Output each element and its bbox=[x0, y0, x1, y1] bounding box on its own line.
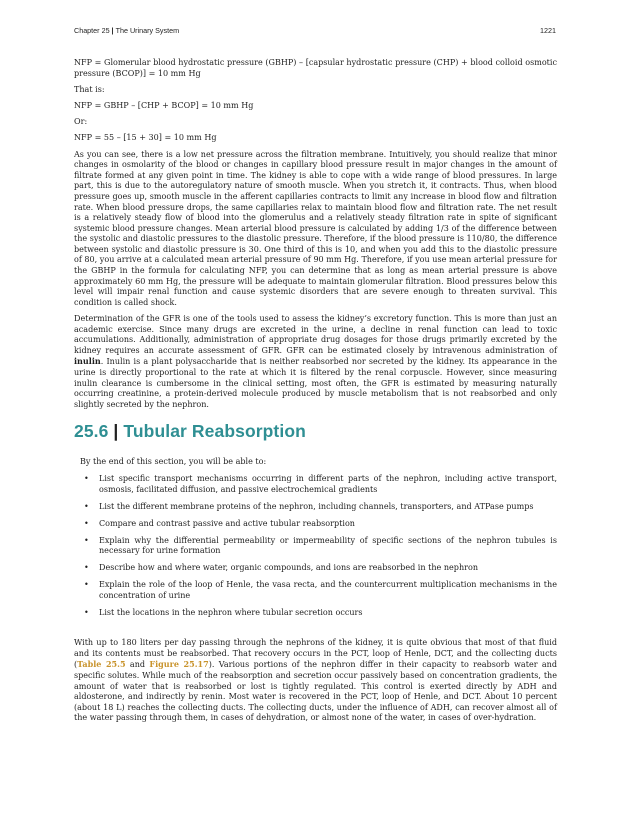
reabsorption-text-1: With up to 180 liters per day passing through the nephrons of the kidney, it is quite obvious that most of that fluid and its contents must be reabsorbed. That recovery occurs in the PCT, loop of Henle, DCT, and the collecting ducts ( bbox=[74, 638, 557, 670]
list-item bbox=[80, 580, 557, 601]
list-item bbox=[80, 536, 557, 557]
section-heading bbox=[74, 420, 557, 442]
header-separator: | bbox=[109, 26, 116, 35]
equation-nfp-numeric: NFP = 55 – [15 + 30] = 10 mm Hg bbox=[74, 133, 217, 143]
bullet-icon: • bbox=[84, 535, 89, 545]
list-item bbox=[80, 608, 557, 619]
chapter-title: The Urinary System bbox=[115, 26, 180, 35]
bullet-icon: • bbox=[84, 473, 89, 483]
paragraph-blood-pressure: As you can see, there is a low net pressure across the filtration membrane. Intuitively, you should realize that minor changes in osmolarity of the blood or changes in capillary blood pressure result in major changes in the amount of filtrate formed at any given point in time. The kidney is able to cope with a wide range of blood pressures. In large part, this is due to the autoregulatory nature of smooth muscle. When you stretch it, it contracts. Thus, when blood pressure goes up, smooth muscle in the afferent capillaries contracts to limit any increase in blood flow and filtration rate. When blood pressure drops, the same capillaries relax to maintain blood flow and filtration rate. The net result is a relatively steady flow of blood into the glomerulus and a relatively steady filtration rate in spite of significant systemic blood pressure changes. Mean arterial blood pressure is calculated by adding 1/3 of the difference between the systolic and diastolic pressures to the diastolic pressure. Therefore, if the blood pressure is 110/80, the difference between systolic and diastolic pressure is 30. One third of this is 10, and when you add this to the diastolic pressure of 80, you arrive at a calculated mean arterial pressure of 90 mm Hg. Therefore, if you use mean arterial pressure for the GBHP in the formula for calculating NFP, you can determine that as long as mean arterial pressure is above approximately 60 mm Hg, the pressure will be adequate to maintain glomerular filtration. Blood pressures below this level will impair renal function and cause systemic disorders that are severe enough to threaten survival. This condition is called shock. bbox=[74, 149, 557, 307]
bullet-icon: • bbox=[84, 518, 89, 528]
key-term-inulin: inulin bbox=[74, 356, 101, 367]
bullet-icon: • bbox=[84, 607, 89, 617]
list-item bbox=[80, 502, 557, 513]
objective-text: Explain why the differential permeability or impermeability of specific sections of the nephron tubules is necessary for urine formation bbox=[99, 535, 557, 556]
objective-text: Compare and contrast passive and active tubular reabsorption bbox=[99, 518, 355, 528]
list-item bbox=[80, 474, 557, 495]
equation-nfp-abbrev: NFP = GBHP – [CHP + BCOP] = 10 mm Hg bbox=[74, 100, 254, 110]
section-separator: | bbox=[108, 421, 124, 442]
equation-or: Or: bbox=[74, 117, 88, 127]
objective-text: Explain the role of the loop of Henle, the vasa recta, and the countercurrent multiplication mechanisms in the concentration of urine bbox=[99, 580, 557, 600]
objectives-intro: By the end of this section, you will be able to: bbox=[80, 457, 267, 467]
objective-text: Describe how and where water, organic compounds, and ions are reabsorbed in the nephron bbox=[99, 563, 479, 573]
section-title: Tubular Reabsorption bbox=[123, 421, 306, 442]
paragraph-gfr-text-2: . Inulin is a plant polysaccharide that is neither reabsorbed nor secreted by the kidney. Its appearance in the urine is directly proportional to the rate at which it is filtered by the renal corpuscle. However, since measuring inulin clearance is cumbersome in the clinical setting, most often, the GFR is estimated by measuring naturally occurring creatinine, a protein-derived molecule produced by muscle metabolism that is not reabsorbed and only slightly secreted by the nephron. bbox=[74, 357, 557, 409]
objective-text: List the locations in the nephron where tubular secretion occurs bbox=[99, 607, 363, 617]
reabsorption-text-2: and bbox=[125, 660, 150, 670]
equation-nfp-full: NFP = Glomerular blood hydrostatic pressure (GBHP) – [capsular hydrostatic pressure (CHP) + blood colloid osmotic pressure (BCOP)] = 10 mm Hg bbox=[74, 58, 557, 78]
bullet-icon: • bbox=[84, 580, 89, 590]
running-header bbox=[74, 26, 179, 35]
page-header bbox=[74, 26, 556, 38]
link-figure-25-17[interactable]: Figure 25.17 bbox=[149, 659, 209, 670]
section-number: 25.6 bbox=[74, 421, 109, 442]
list-item bbox=[80, 519, 557, 530]
bullet-icon: • bbox=[84, 563, 89, 573]
list-item bbox=[80, 563, 557, 574]
objective-text: List the different membrane proteins of the nephron, including channels, transporters, and ATPase pumps bbox=[99, 501, 534, 511]
objectives-list bbox=[80, 474, 557, 618]
page-content bbox=[74, 58, 557, 730]
paragraph-reabsorption bbox=[74, 638, 557, 724]
objective-text: List specific transport mechanisms occurring in different parts of the nephron, including active transport, osmosis, facilitated diffusion, and passive electrochemical gradients bbox=[99, 473, 557, 494]
paragraph-gfr bbox=[74, 314, 557, 410]
page-number: 1221 bbox=[540, 26, 556, 35]
reabsorption-text-3: ). Various portions of the nephron differ in their capacity to reabsorb water and specific solutes. While much of the reabsorption and secretion occur passively based on concentration gradients, the amount of water that is reabsorbed or lost is tightly regulated. This control is exerted directly by ADH and aldosterone, and indirectly by renin. Most water is recovered in the PCT, loop of Henle, and DCT. About 10 percent (about 18 L) reaches the collecting ducts. The collecting ducts, under the influence of ADH, can recover almost all of the water passing through them, in cases of dehydration, or almost none of the water, in cases of over-hydration. bbox=[74, 660, 558, 723]
chapter-number: Chapter 25 bbox=[74, 26, 110, 35]
link-table-25-5[interactable]: Table 25.5 bbox=[77, 659, 126, 670]
bullet-icon: • bbox=[84, 501, 89, 511]
equation-that-is: That is: bbox=[74, 84, 105, 94]
learning-objectives bbox=[80, 457, 557, 618]
paragraph-gfr-text-1: Determination of the GFR is one of the tools used to assess the kidney’s excretory function. This is more than just an academic exercise. Since many drugs are excreted in the urine, a decline in renal function can lead to toxic accumulations. Additionally, administration of appropriate drug dosages for those drugs primarily excreted by the kidney requires an accurate assessment of GFR. GFR can be estimated closely by intravenous administration of bbox=[74, 314, 557, 355]
